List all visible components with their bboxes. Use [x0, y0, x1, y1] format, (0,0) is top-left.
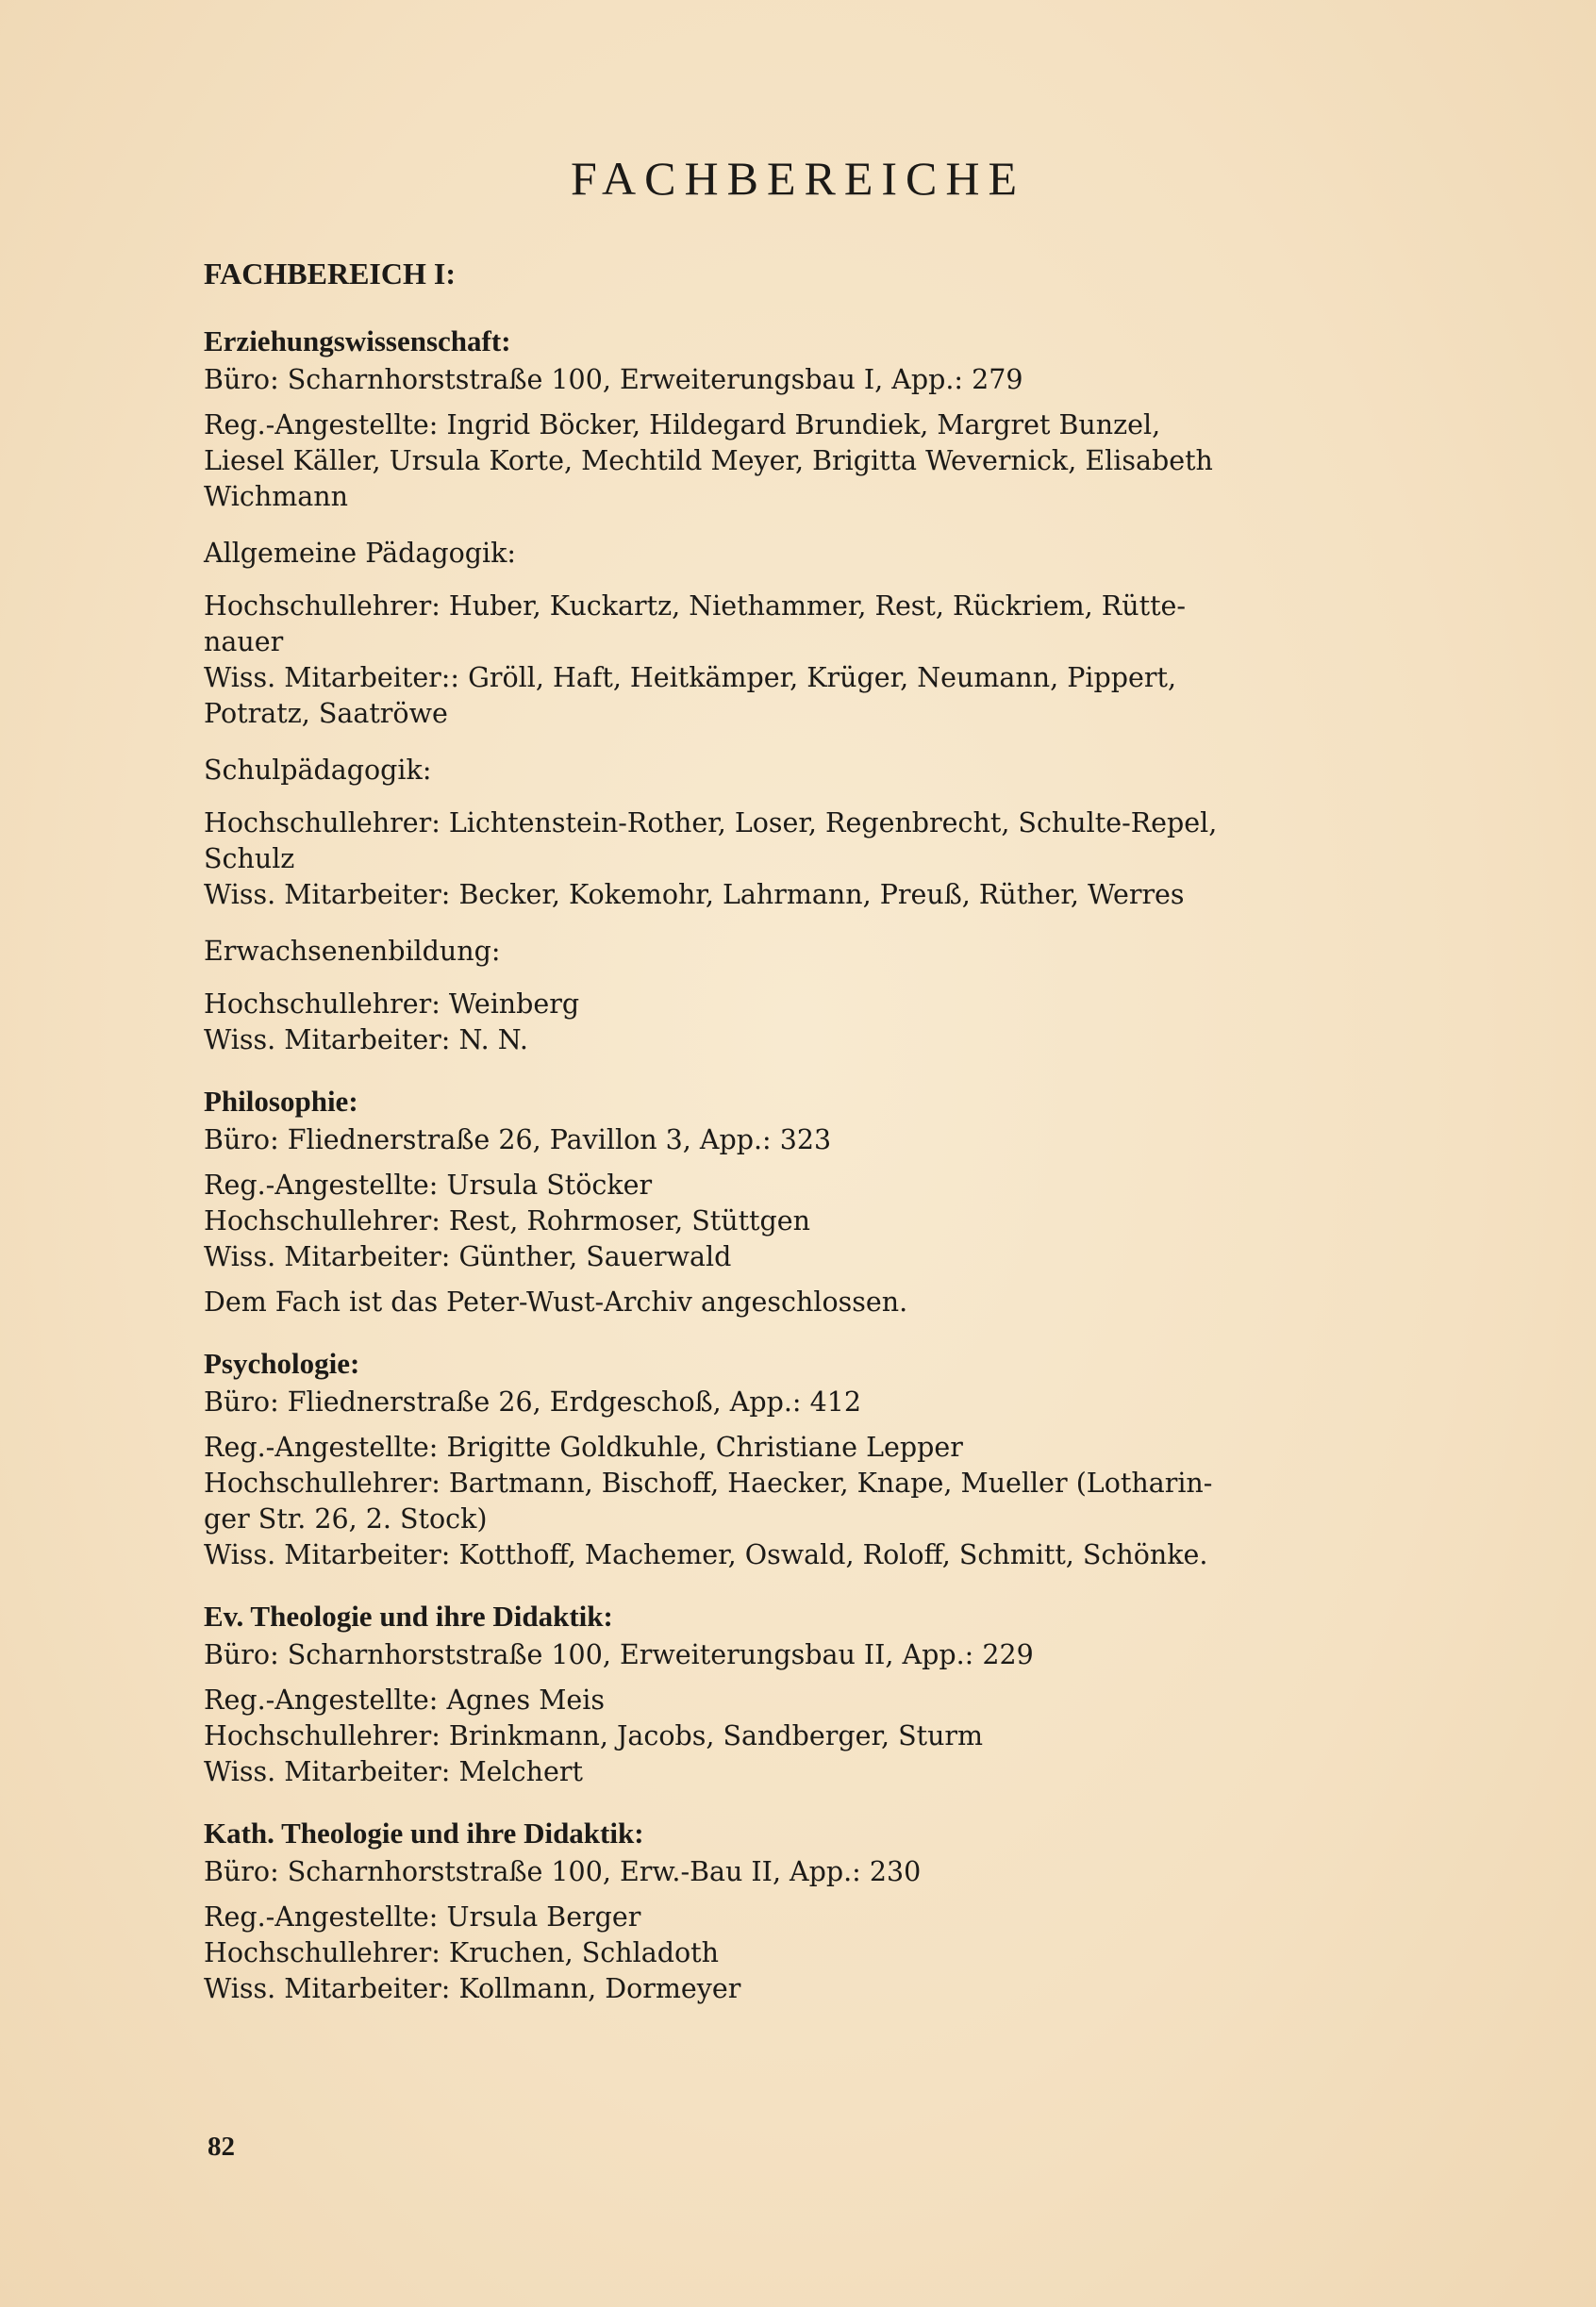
staff-line: Reg.-Angestellte: Ursula Berger: [204, 1901, 641, 1933]
subject-psychologie: [204, 1345, 1421, 1573]
subject-kath-theologie: [204, 1815, 1421, 2007]
fachbereich-heading: FACHBEREICH I:: [204, 257, 456, 290]
subgroup-erwachsenenbildung: [204, 934, 1421, 1058]
subgroup-heading: Erwachsenenbildung:: [204, 936, 501, 967]
assistants-line: Wiss. Mitarbeiter:: Gröll, Haft, Heitkämper, Krüger, Neumann, Pippert,: [204, 662, 1177, 693]
office-line: Büro: Scharnhorststraße 100, Erweiterungsbau I, App.: 279: [204, 364, 1023, 395]
professors-line: Hochschullehrer: Kruchen, Schladoth: [204, 1937, 719, 1968]
staff-line: Reg.-Angestellte: Ursula Stöcker: [204, 1170, 653, 1201]
professors-line: Hochschullehrer: Rest, Rohrmoser, Stüttgen: [204, 1205, 810, 1236]
subgroup-heading: Allgemeine Pädagogik:: [204, 538, 516, 569]
staff-line: Reg.-Angestellte: Brigitte Goldkuhle, Christiane Lepper: [204, 1432, 963, 1463]
subgroup-schulpaedagogik: [204, 753, 1421, 913]
professors-line: Schulz: [204, 843, 295, 874]
staff-line: Wichmann: [204, 481, 348, 512]
subject-heading: Philosophie:: [204, 1085, 358, 1118]
professors-line: nauer: [204, 626, 284, 657]
subgroup-allgemeine-paedagogik: [204, 536, 1421, 732]
assistants-line: Wiss. Mitarbeiter: Günther, Sauerwald: [204, 1241, 732, 1272]
professors-line: Hochschullehrer: Lichtenstein-Rother, Loser, Regenbrecht, Schulte-Repel,: [204, 807, 1218, 838]
subject-philosophie: [204, 1083, 1421, 1320]
subject-heading: Psychologie:: [204, 1347, 360, 1380]
office-line: Büro: Scharnhorststraße 100, Erw.-Bau II, App.: 230: [204, 1856, 922, 1887]
page-title: FACHBEREICHE: [570, 152, 1026, 205]
document-body: [204, 323, 1421, 2026]
office-line: Büro: Fliednerstraße 26, Pavillon 3, App.: 323: [204, 1124, 832, 1155]
note-line: Dem Fach ist das Peter-Wust-Archiv angeschlossen.: [204, 1286, 908, 1318]
subject-heading: Erziehungswissenschaft:: [204, 324, 511, 357]
staff-line: Reg.-Angestellte: Ingrid Böcker, Hildegard Brundiek, Margret Bunzel,: [204, 409, 1161, 440]
subject-ev-theologie: [204, 1598, 1421, 1790]
professors-line: ger Str. 26, 2. Stock): [204, 1503, 488, 1535]
office-line: Büro: Scharnhorststraße 100, Erweiterungsbau II, App.: 229: [204, 1639, 1034, 1670]
subject-erziehungswissenschaft: [204, 323, 1421, 1058]
staff-line: Reg.-Angestellte: Agnes Meis: [204, 1685, 605, 1716]
assistants-line: Potratz, Saatröwe: [204, 698, 448, 729]
assistants-line: Wiss. Mitarbeiter: Becker, Kokemohr, Lahrmann, Preuß, Rüther, Werres: [204, 879, 1185, 910]
office-line: Büro: Fliednerstraße 26, Erdgeschoß, App.: 412: [204, 1386, 861, 1418]
assistants-line: Wiss. Mitarbeiter: Kotthoff, Machemer, Oswald, Roloff, Schmitt, Schönke.: [204, 1539, 1208, 1570]
subject-heading: Ev. Theologie und ihre Didaktik:: [204, 1600, 613, 1633]
professors-line: Hochschullehrer: Huber, Kuckartz, Niethammer, Rest, Rückriem, Rütte-: [204, 590, 1187, 622]
assistants-line: Wiss. Mitarbeiter: N. N.: [204, 1024, 528, 1055]
subject-heading: Kath. Theologie und ihre Didaktik:: [204, 1817, 644, 1850]
assistants-line: Wiss. Mitarbeiter: Kollmann, Dormeyer: [204, 1973, 741, 2004]
professors-line: Hochschullehrer: Weinberg: [204, 988, 580, 1020]
staff-line: Liesel Käller, Ursula Korte, Mechtild Meyer, Brigitta Wevernick, Elisabeth: [204, 445, 1213, 476]
professors-line: Hochschullehrer: Bartmann, Bischoff, Haecker, Knape, Mueller (Lotharin-: [204, 1468, 1213, 1499]
page-number: 82: [208, 2132, 235, 2162]
professors-line: Hochschullehrer: Brinkmann, Jacobs, Sandberger, Sturm: [204, 1720, 984, 1751]
assistants-line: Wiss. Mitarbeiter: Melchert: [204, 1756, 583, 1787]
subgroup-heading: Schulpädagogik:: [204, 755, 432, 786]
